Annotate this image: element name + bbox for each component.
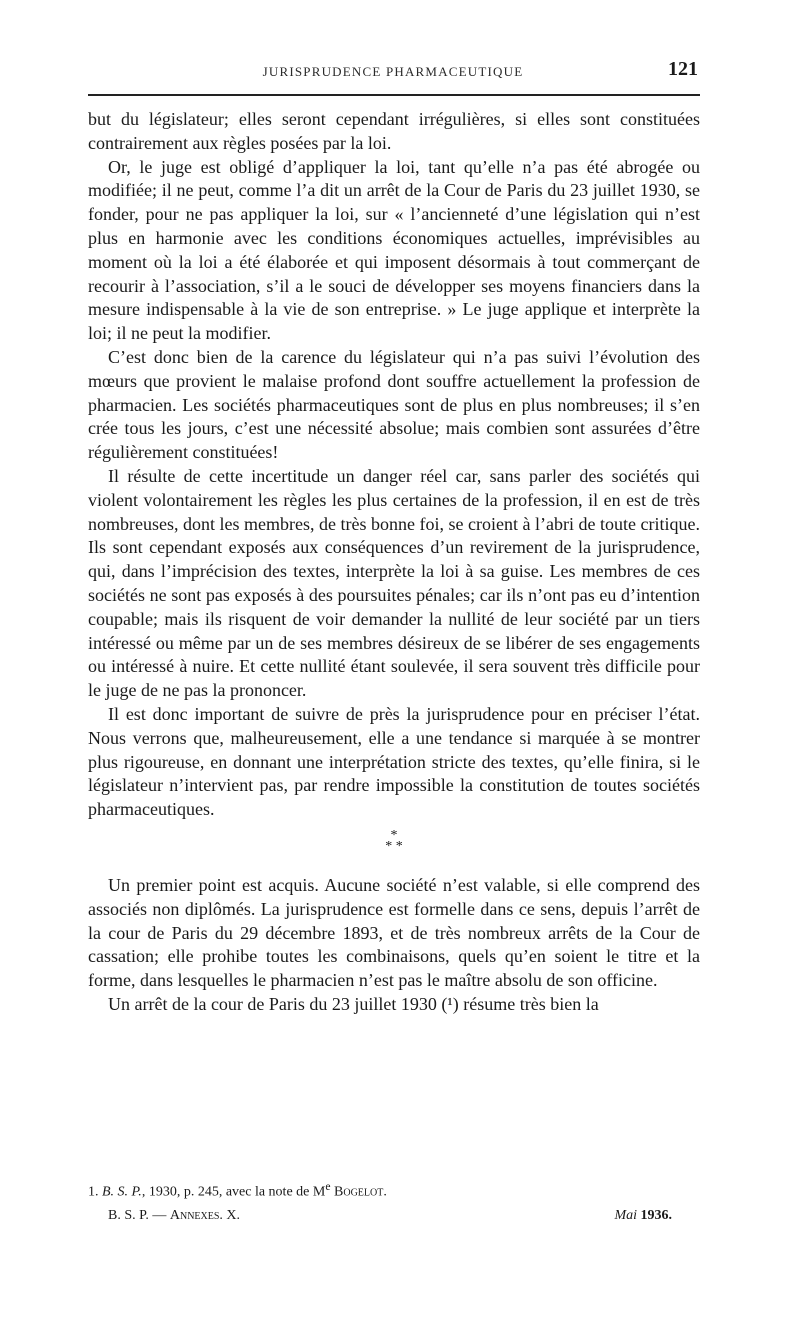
paragraph: C’est donc bien de la carence du législateur qui n’a pas suivi l’évolution des mœurs que provient le malaise profond dont souffre actuellement la profession de pharmacien. Les sociétés pharmaceutiques sont de plus en plus nombreuses; il s’en crée tous les jours, c’est une nécessité absolue; mais combien sont assurées d’être régulièrement constituées! [88,346,700,463]
footer-date [614,1208,672,1224]
footnote-source: B. S. P. [102,1184,142,1200]
footnote-end: . [383,1184,387,1200]
footer-annexes: Annexes [169,1208,220,1223]
paragraph: but du législateur; elles seront cependant irrégulières, si elles sont constituées contrairement aux règles posées par la loi. [88,109,700,153]
footnote-text: , 1930, p. 245, avec la note de M [141,1184,326,1200]
paragraph: Il est donc important de suivre de près la jurisprudence pour en préciser l’état. Nous verrons que, malheureusement, elle a une tendance si marquée à se montrer plus rigoureuse, en donnant une interprétation stricte des textes, qu’elle finira, si le législateur n’intervient pas, par rendre impossible la constitution de toutes sociétés pharmaceutiques. [88,703,700,820]
running-header [88,58,698,88]
footer-year: 1936. [640,1208,672,1223]
footer-month: Mai [614,1208,637,1223]
footer-volume: . X. [219,1208,241,1223]
asterism-top: * [390,827,398,843]
page-number: 121 [668,58,698,80]
footer-journal: B. S. P. — [108,1208,170,1223]
footnote [88,1180,700,1201]
paragraph: Il résulte de cette incertitude un danger réel car, sans parler des sociétés qui violent volontairement les règles les plus certaines de la profession, il en est de très nombreuses, dont les membres, de très bonne foi, se croient à l’abri de toute critique. Ils sont cependant exposés aux conséquences d’un revirement de la jurisprudence, qui, dans l’imprécision des textes, interprète la loi à sa guise. Les membres de ces sociétés ne sont pas exposés à des poursuites pénales; car ils n’ont pas eu d’intention coupable; mais ils risquent de voir demander la nullité de leur société par un tiers intéressé ou même par un de ses membres désireux de se libérer de ses engagements ou intéressé à nuire. Et cette nullité étant soulevée, il sera souvent très difficile pour le juge de ne pas la prononcer. [88,465,700,701]
footer-signature [108,1208,240,1224]
paragraph: Or, le juge est obligé d’appliquer la loi, tant qu’elle n’a pas été abrogée ou modifiée; il ne peut, comme l’a dit un arrêt de la Cour de Paris du 23 juillet 1930, se fonder, pour ne pas appliquer la loi, sur « l’ancienneté d’une législation qui n’est plus en harmonie avec les conditions économiques actuelles, imprévisibles au moment où la loi a été élaborée et qui imposent désormais à tout commerçant de recourir à l’association, s’il a le souci de développer ses moyens financiers dans la mesure indispensable à la vie de son entreprise. » Le juge applique et interprète la loi; il ne peut la modifier. [88,156,700,344]
footnote-honorific: e [325,1180,331,1193]
paragraph: Un arrêt de la cour de Paris du 23 juillet 1930 (¹) résume très bien la [108,993,599,1014]
body-text [88,108,700,1017]
header-rule [88,94,700,96]
section-asterism [88,827,700,854]
paragraph: Un premier point est acquis. Aucune société n’est valable, si elle comprend des associés non diplômés. La jurisprudence est formelle dans ce sens, depuis l’arrêt de la cour de Paris du 29 décembre 1893, et de très nombreux arrêts de la Cour de cassation; elle prohibe toutes les combinaisons, quels qu’en soient le titre et la forme, dans lesquelles le pharmacien n’est pas le maître absolu de son officine. [88,874,700,991]
running-title: JURISPRUDENCE PHARMACEUTIQUE [262,64,524,79]
footnote-marker: 1. [88,1184,99,1200]
page-footer [88,1208,700,1230]
footnote-name: Bogelot [334,1184,384,1200]
asterism-bottom: * * [385,838,403,854]
